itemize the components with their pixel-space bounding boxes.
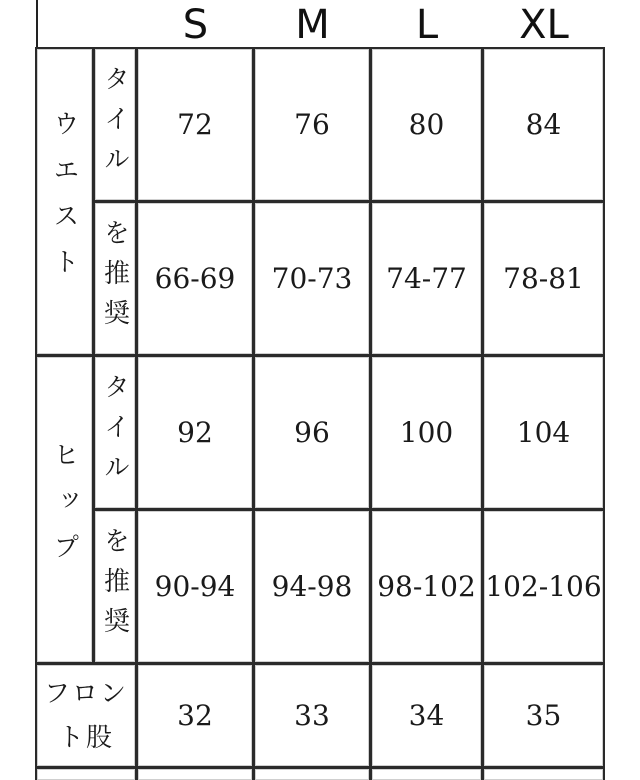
category-waist bbox=[35, 47, 94, 356]
category-waist-label: ウエスト bbox=[49, 109, 79, 294]
row-label-waist-2 bbox=[93, 201, 137, 356]
table-cell: 104 bbox=[482, 355, 605, 510]
table-cell: 32 bbox=[136, 663, 254, 768]
table-row-stub bbox=[35, 767, 137, 780]
table-cell: 33 bbox=[253, 663, 371, 768]
row-label-waist-1 bbox=[93, 47, 137, 202]
size-header-l: L bbox=[415, 2, 439, 48]
table-cell: 98-102 bbox=[370, 509, 483, 664]
table-cell: 76 bbox=[253, 47, 371, 202]
row-label-text: タイル bbox=[99, 64, 130, 185]
table-cell: 74-77 bbox=[370, 201, 483, 356]
category-hip-label: ヒップ bbox=[49, 440, 79, 579]
table-left-edge bbox=[36, 0, 38, 50]
row-label-text: を推奨 bbox=[99, 218, 130, 339]
row-label-hip-2 bbox=[93, 509, 137, 664]
table-cell: 66-69 bbox=[136, 201, 254, 356]
row-label-text: を推奨 bbox=[99, 526, 130, 647]
row-label-text: タイル bbox=[99, 372, 130, 493]
table-cell: 34 bbox=[370, 663, 483, 768]
table-cell: 90-94 bbox=[136, 509, 254, 664]
table-row-stub bbox=[482, 767, 605, 780]
table-row-stub bbox=[136, 767, 254, 780]
table-cell: 84 bbox=[482, 47, 605, 202]
row-label-front-rise bbox=[35, 663, 137, 768]
table-cell: 72 bbox=[136, 47, 254, 202]
size-header-m: M bbox=[295, 2, 330, 48]
table-row-stub bbox=[253, 767, 371, 780]
size-header-xl: XL bbox=[519, 2, 569, 48]
table-cell: 102-106 bbox=[482, 509, 605, 664]
table-cell: 80 bbox=[370, 47, 483, 202]
table-cell: 35 bbox=[482, 663, 605, 768]
size-header-s: S bbox=[182, 2, 209, 48]
table-cell: 92 bbox=[136, 355, 254, 510]
table-cell: 96 bbox=[253, 355, 371, 510]
row-label-text: フロント股 bbox=[43, 678, 128, 753]
table-cell: 100 bbox=[370, 355, 483, 510]
row-label-hip-1 bbox=[93, 355, 137, 510]
table-cell: 70-73 bbox=[253, 201, 371, 356]
table-cell: 94-98 bbox=[253, 509, 371, 664]
table-cell: 78-81 bbox=[482, 201, 605, 356]
table-row-stub bbox=[370, 767, 483, 780]
category-hip bbox=[35, 355, 94, 664]
size-table bbox=[36, 48, 605, 780]
